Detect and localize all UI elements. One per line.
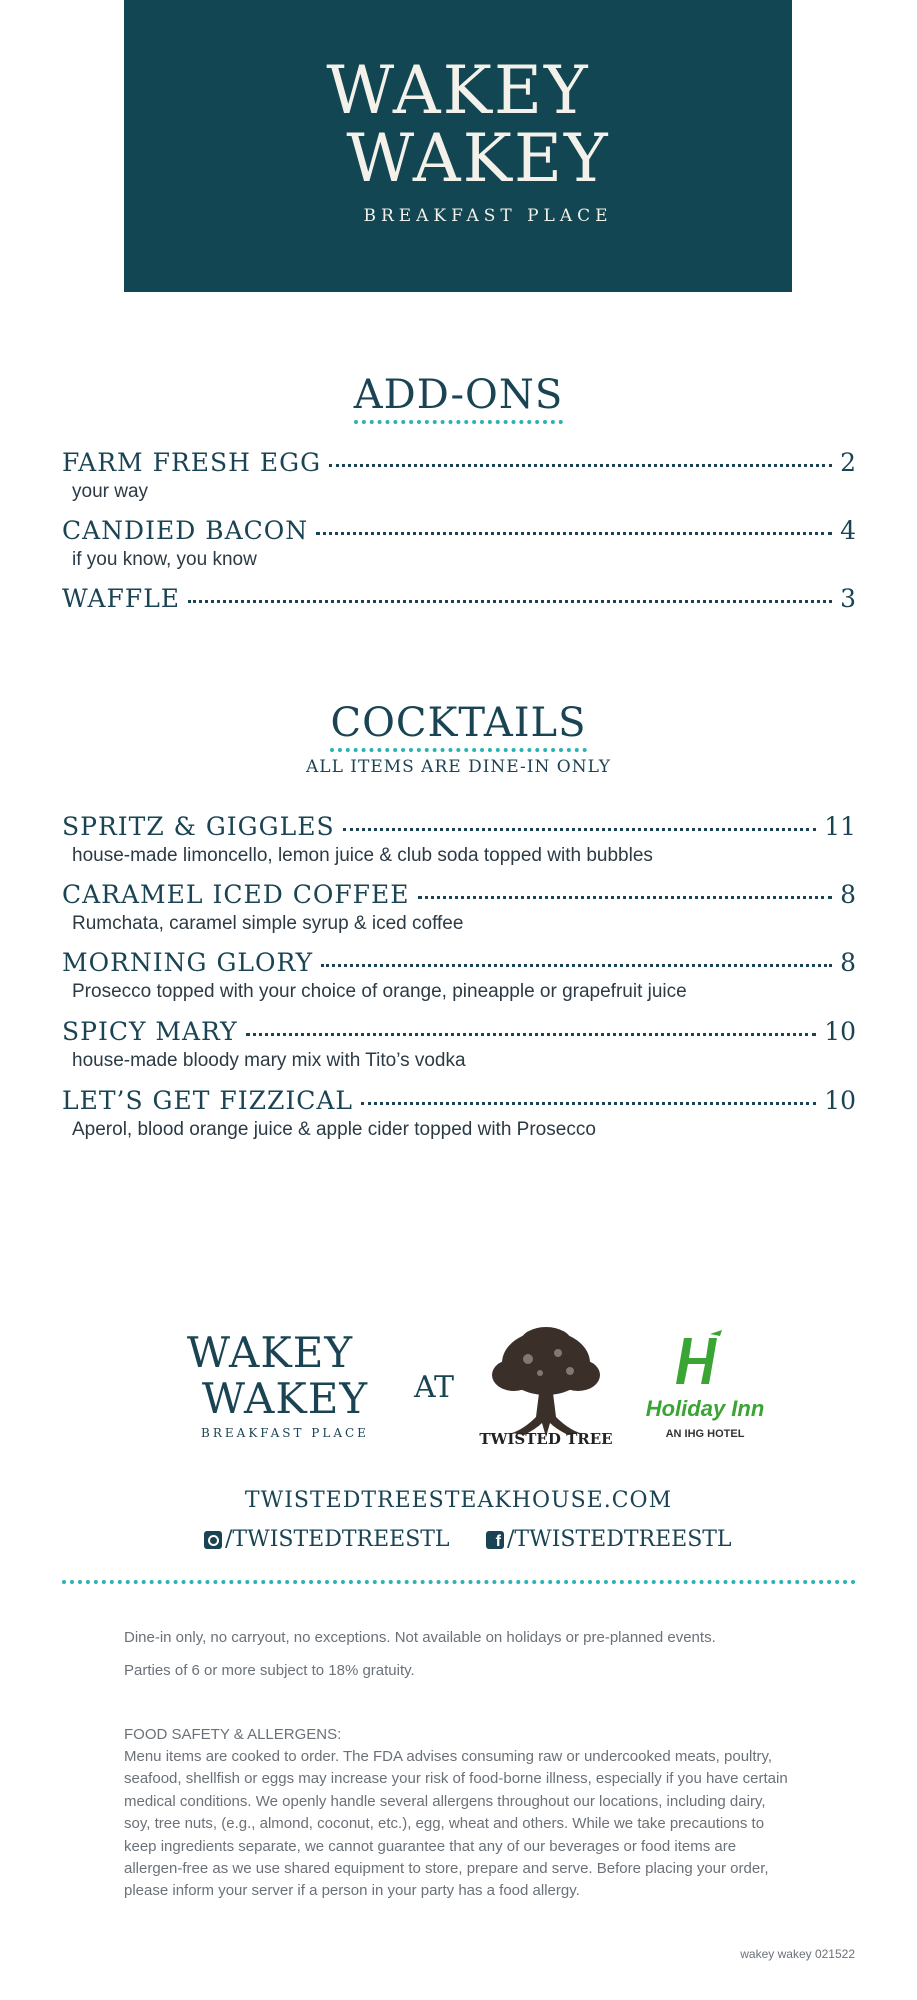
dot-leader	[316, 528, 832, 535]
allergen-heading: FOOD SAFETY & ALLERGENS:	[124, 1726, 342, 1743]
at-word: AT	[414, 1370, 455, 1405]
item-description: Prosecco topped with your choice of orange, pineapple or grapefruit juice	[72, 981, 687, 1002]
menu-item	[62, 516, 856, 571]
dot-leader	[343, 824, 817, 831]
instagram-icon	[204, 1531, 222, 1549]
menu-item	[62, 1017, 856, 1072]
holiday-inn-h-icon	[670, 1330, 730, 1390]
dot-leader	[329, 460, 832, 467]
item-name: SPICY MARY	[62, 1017, 238, 1046]
facebook-icon	[486, 1531, 504, 1549]
item-description: Rumchata, caramel simple syrup & iced coffee	[72, 913, 464, 934]
item-description: your way	[72, 481, 149, 502]
holiday-inn-name: Holiday Inn	[645, 1396, 765, 1421]
cocktails-subtitle: ALL ITEMS ARE DINE-IN ONLY	[306, 757, 611, 777]
dot-leader	[188, 596, 832, 603]
dine-in-note: Dine-in only, no carryout, no exceptions. Not available on holidays or pre-planned events.	[124, 1629, 716, 1646]
facebook-handle[interactable]	[486, 1527, 732, 1552]
dotted-divider	[62, 1580, 856, 1584]
item-name: MORNING GLORY	[62, 948, 314, 977]
item-price: 10	[824, 1017, 856, 1046]
item-price: 2	[840, 448, 856, 477]
menu-item	[62, 880, 856, 935]
item-price: 4	[840, 516, 856, 545]
menu-item	[62, 812, 856, 867]
dot-leader	[418, 892, 833, 899]
allergen-text: Menu items are cooked to order. The FDA advises consuming raw or undercooked meats, poultry, seafood, shellfish or eggs may increase your risk of food-borne illness, especially if you have certain medical conditions. We openly handle several allergens throughout our locations, including dairy, soy, tree nuts, (e.g., almond, coconut, etc.), egg, wheat and others. While we take precautions to keep ingredients separate, we cannot guarantee that any of our beverages or food items are allergen-free as we use shared equipment to store, prepare and serve. Before placing your order, please inform your server if a person in your party has a food allergy.	[124, 1748, 788, 1900]
item-name: WAFFLE	[62, 584, 181, 613]
gratuity-note: Parties of 6 or more subject to 18% gratuity.	[124, 1662, 415, 1679]
instagram-label: /TWISTEDTREESTL	[225, 1527, 450, 1552]
dot-leader	[321, 960, 832, 967]
footer-logo-tagline: BREAKFAST PLACE	[201, 1426, 369, 1440]
item-name: CARAMEL ICED COFFEE	[62, 880, 410, 909]
item-name: LET’S GET FIZZICAL	[62, 1086, 354, 1115]
dot-leader	[246, 1029, 817, 1036]
facebook-label: /TWISTEDTREESTL	[507, 1527, 732, 1552]
item-description: Aperol, blood orange juice & apple cider topped with Prosecco	[72, 1119, 596, 1140]
holiday-inn-subtitle: AN IHG HOTEL	[665, 1428, 745, 1440]
item-price: 10	[824, 1086, 856, 1115]
brand-logo-line2: WAKEY	[346, 120, 610, 197]
brand-logo-line1: WAKEY	[326, 52, 590, 129]
brand-tagline: BREAKFAST PLACE	[363, 206, 613, 226]
addons-title: ADD-ONS	[0, 372, 917, 424]
menu-item	[62, 448, 856, 503]
menu-item	[62, 1086, 856, 1141]
item-name: FARM FRESH EGG	[62, 448, 322, 477]
menu-item	[62, 948, 856, 1003]
footer-logo-line2: WAKEY	[201, 1374, 369, 1423]
item-price: 3	[840, 584, 856, 613]
dot-leader	[361, 1098, 816, 1105]
version-code: wakey wakey 021522	[740, 1947, 855, 1961]
item-description: if you know, you know	[72, 549, 257, 570]
item-name: CANDIED BACON	[62, 516, 309, 545]
twisted-tree-label: TWISTED TREE	[479, 1430, 613, 1448]
item-price: 8	[840, 880, 856, 909]
tree-logo-icon	[484, 1325, 608, 1445]
item-name: SPRITZ & GIGGLES	[62, 812, 335, 841]
item-description: house-made limoncello, lemon juice & club soda topped with bubbles	[72, 845, 653, 866]
menu-item	[62, 584, 856, 613]
header-banner	[124, 0, 792, 292]
instagram-handle[interactable]	[204, 1527, 450, 1552]
footer-logo-line1: WAKEY	[186, 1328, 354, 1377]
website-link[interactable]: TWISTEDTREESTEAKHOUSE.COM	[244, 1488, 673, 1513]
cocktails-title: COCKTAILS	[0, 700, 917, 752]
item-price: 11	[824, 812, 856, 841]
item-description: house-made bloody mary mix with Tito’s vodka	[72, 1050, 466, 1071]
item-price: 8	[840, 948, 856, 977]
footer-brand-logo	[150, 1330, 390, 1440]
